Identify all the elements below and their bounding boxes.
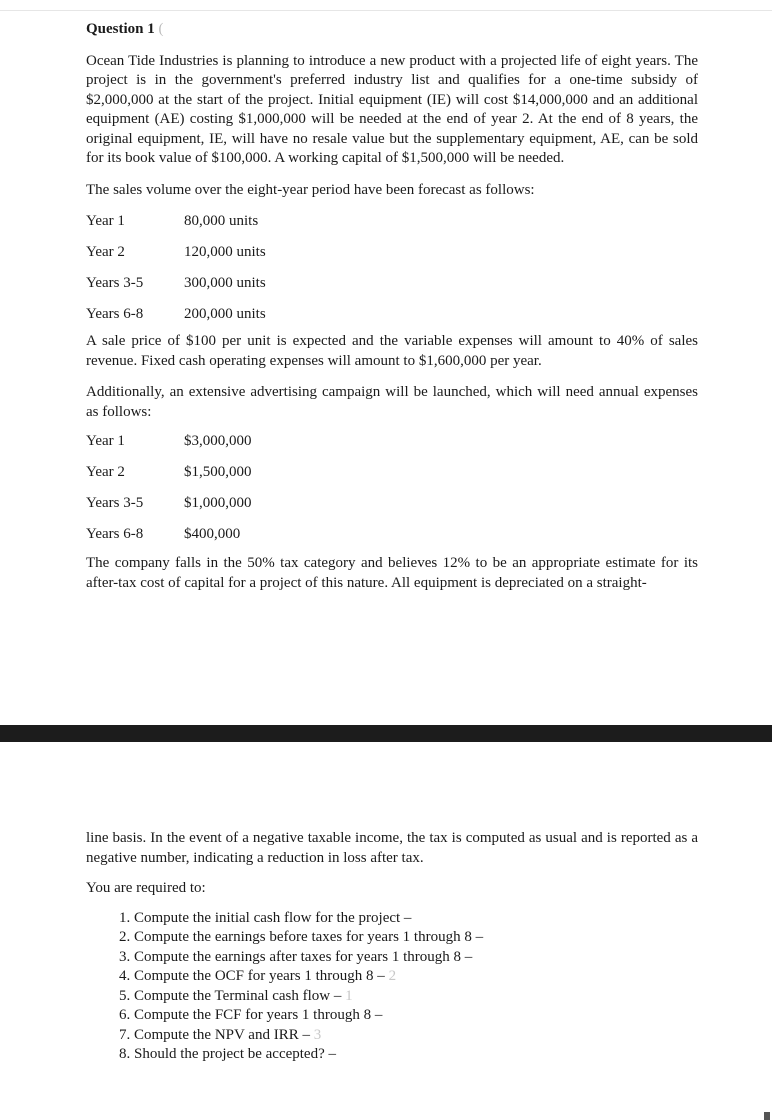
price-paragraph: A sale price of $100 per unit is expected and the variable expenses will amount to 40% of sales revenue. Fixed cash operating expenses will amount to $1,600,000 per year. (86, 333, 698, 369)
sales-row (86, 299, 698, 330)
advertising-intro: Additionally, an extensive advertising campaign will be launched, which will need annual expenses as follows: (86, 384, 698, 420)
task-item: 1. Compute the initial cash flow for the project – (134, 909, 698, 929)
sales-value: 200,000 units (184, 305, 266, 322)
sales-value: 80,000 units (184, 212, 259, 229)
advertising-period: Years 6-8 (86, 525, 144, 542)
tax-paragraph: The company falls in the 50% tax category and believes 12% to be an appropriate estimate for its after-tax cost of capital for a project of this nature. All equipment is depreciated on a straight- (86, 555, 698, 591)
task-item: 6. Compute the FCF for years 1 through 8 – (134, 1006, 698, 1026)
page-break-bar (0, 725, 772, 742)
advertising-row (86, 426, 698, 457)
task-item: 4. Compute the OCF for years 1 through 8 – 2 (134, 967, 698, 987)
advertising-value: $3,000,000 (184, 432, 252, 449)
question-title-trail: ( (158, 21, 164, 37)
sales-period: Years 6-8 (86, 305, 144, 322)
task-item: 3. Compute the earnings after taxes for years 1 through 8 – (134, 948, 698, 968)
task-list (86, 909, 698, 1065)
page-section-2 (86, 829, 698, 1065)
advertising-value: $1,500,000 (184, 463, 252, 480)
task-item: 8. Should the project be accepted? – (134, 1045, 698, 1065)
advertising-period: Year 1 (86, 432, 125, 449)
page-section-1 (86, 20, 698, 593)
advertising-value: $1,000,000 (184, 494, 252, 511)
sales-intro: The sales volume over the eight-year period have been forecast as follows: (86, 181, 535, 198)
task-item: 7. Compute the NPV and IRR – 3 (134, 1026, 698, 1046)
required-intro: You are required to: (86, 880, 206, 896)
intro-paragraph: Ocean Tide Industries is planning to introduce a new product with a projected life of eight years. The project is in the government's preferred industry list and qualifies for a one-time subsidy of $2,000,000 at the start of the project. Initial equipment (IE) will cost $14,000,000 and an additional equipment (AE) costing $1,000,000 will be needed at the end of year 2. At the end of 8 years, the original equipment, IE, will have no resale value but the supplementary equipment, AE, can be sold for its book value of $100,000. A working capital of $1,500,000 will be needed. (86, 52, 698, 166)
question-title: Question 1 ( (86, 21, 164, 37)
advertising-row (86, 457, 698, 488)
sales-period: Year 2 (86, 243, 125, 260)
sales-period: Year 1 (86, 212, 125, 229)
top-border (0, 10, 772, 11)
advertising-row (86, 519, 698, 550)
sales-row (86, 268, 698, 299)
advertising-row (86, 488, 698, 519)
sales-forecast-table (86, 206, 698, 330)
advertising-expense-table (86, 426, 698, 550)
continuation-paragraph: line basis. In the event of a negative taxable income, the tax is computed as usual and is reported as a negative number, indicating a reduction in loss after tax. (86, 830, 698, 866)
sales-value: 300,000 units (184, 274, 266, 291)
task-item: 5. Compute the Terminal cash flow – 1 (134, 987, 698, 1007)
scrollbar-thumb[interactable] (764, 1112, 770, 1120)
advertising-period: Year 2 (86, 463, 125, 480)
task-item: 2. Compute the earnings before taxes for years 1 through 8 – (134, 928, 698, 948)
advertising-period: Years 3-5 (86, 494, 144, 511)
sales-row (86, 237, 698, 268)
advertising-value: $400,000 (184, 525, 241, 542)
sales-period: Years 3-5 (86, 274, 144, 291)
sales-value: 120,000 units (184, 243, 266, 260)
sales-row (86, 206, 698, 237)
